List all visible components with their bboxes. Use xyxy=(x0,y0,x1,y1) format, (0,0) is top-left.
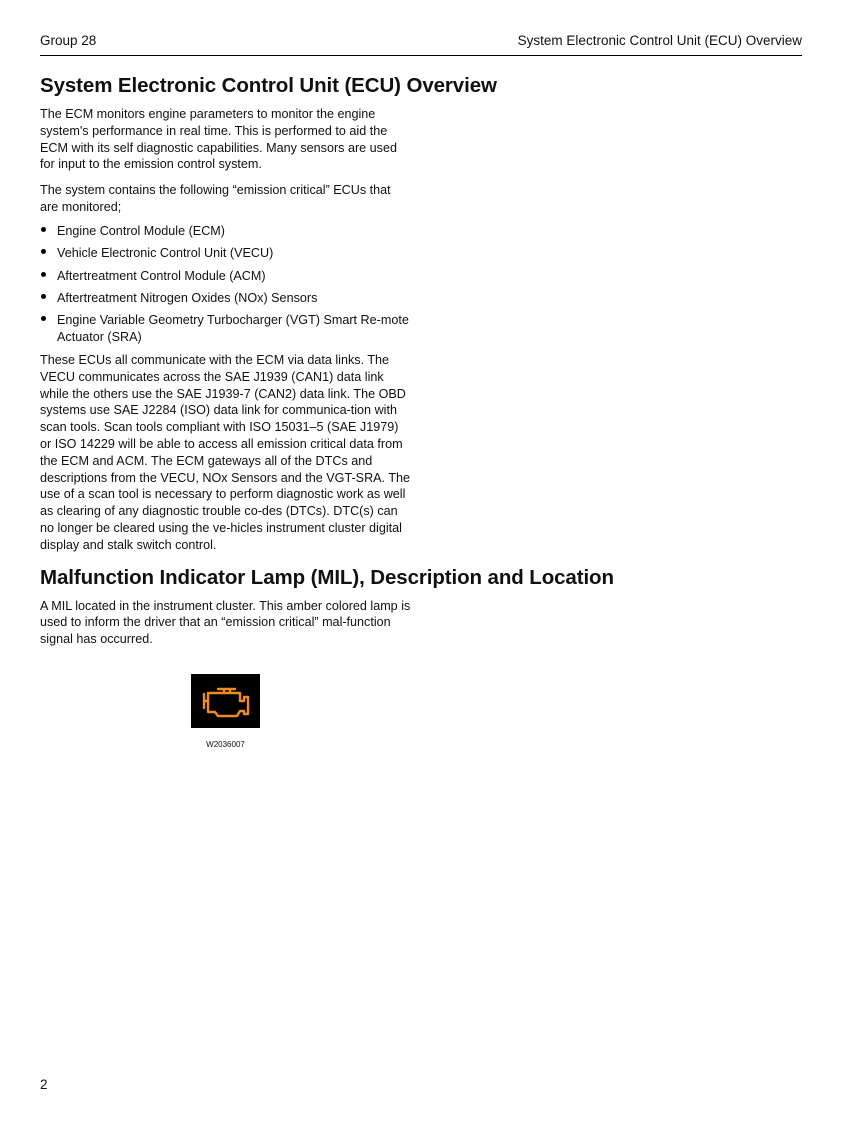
figure-caption: W2036007 xyxy=(206,740,245,749)
ecu-list xyxy=(40,223,420,346)
intro-paragraph: The ECM monitors engine parameters to monitor the engine system's performance in real time. This is performed to aid the ECM with its self diagnostic capabilities. Many sensors are used for input to the emission control system. xyxy=(40,107,397,172)
list-item: Vehicle Electronic Control Unit (VECU) xyxy=(40,245,412,262)
list-item: Engine Control Module (ECM) xyxy=(40,223,412,240)
list-item: Aftertreatment Nitrogen Oxides (NOx) Sensors xyxy=(40,290,412,307)
main-content xyxy=(40,74,614,657)
list-item: Engine Variable Geometry Turbocharger (VGT) Smart Re-mote Actuator (SRA) xyxy=(40,312,412,346)
list-item: Aftertreatment Control Module (ACM) xyxy=(40,268,412,285)
header-section-title: System Electronic Control Unit (ECU) Overview xyxy=(517,33,802,48)
page-number: 2 xyxy=(40,1077,48,1092)
page-header xyxy=(40,31,802,56)
section-title-mil: Malfunction Indicator Lamp (MIL), Description and Location xyxy=(40,565,614,589)
mil-figure xyxy=(191,674,260,749)
section-title-ecu-overview: System Electronic Control Unit (ECU) Overview xyxy=(40,74,497,97)
ecu-list-intro: The system contains the following “emission critical” ECUs that are monitored; xyxy=(40,183,391,214)
header-group: Group 28 xyxy=(40,33,97,48)
mil-paragraph: A MIL located in the instrument cluster. This amber colored lamp is used to inform the driver that an “emission critical” mal-function signal has occurred. xyxy=(40,598,411,647)
datalink-paragraph: These ECUs all communicate with the ECM via data links. The VECU communicates across the SAE J1939 (CAN1) data link while the others use the SAE J1939-7 (CAN2) data link. The OBD systems use SAE J2284 (ISO) data link for communica-tion with scan tools. Scan tools compliant with ISO 15031–5 (SAE J1979) or ISO 14229 will be able to access all emission critical data from the ECM and ACM. The ECM gateways all of the DTCs and descriptions from the VECU, NOx Sensors and the VGT-SRA. The use of a scan tool is necessary to perform diagnostic work as well as clearing of any diagnostic trouble co-des (DTCs). DTC(s) can no longer be cleared using the ve-hicles instrument cluster digital display and stalk switch control. xyxy=(40,352,411,552)
check-engine-icon xyxy=(191,674,260,728)
